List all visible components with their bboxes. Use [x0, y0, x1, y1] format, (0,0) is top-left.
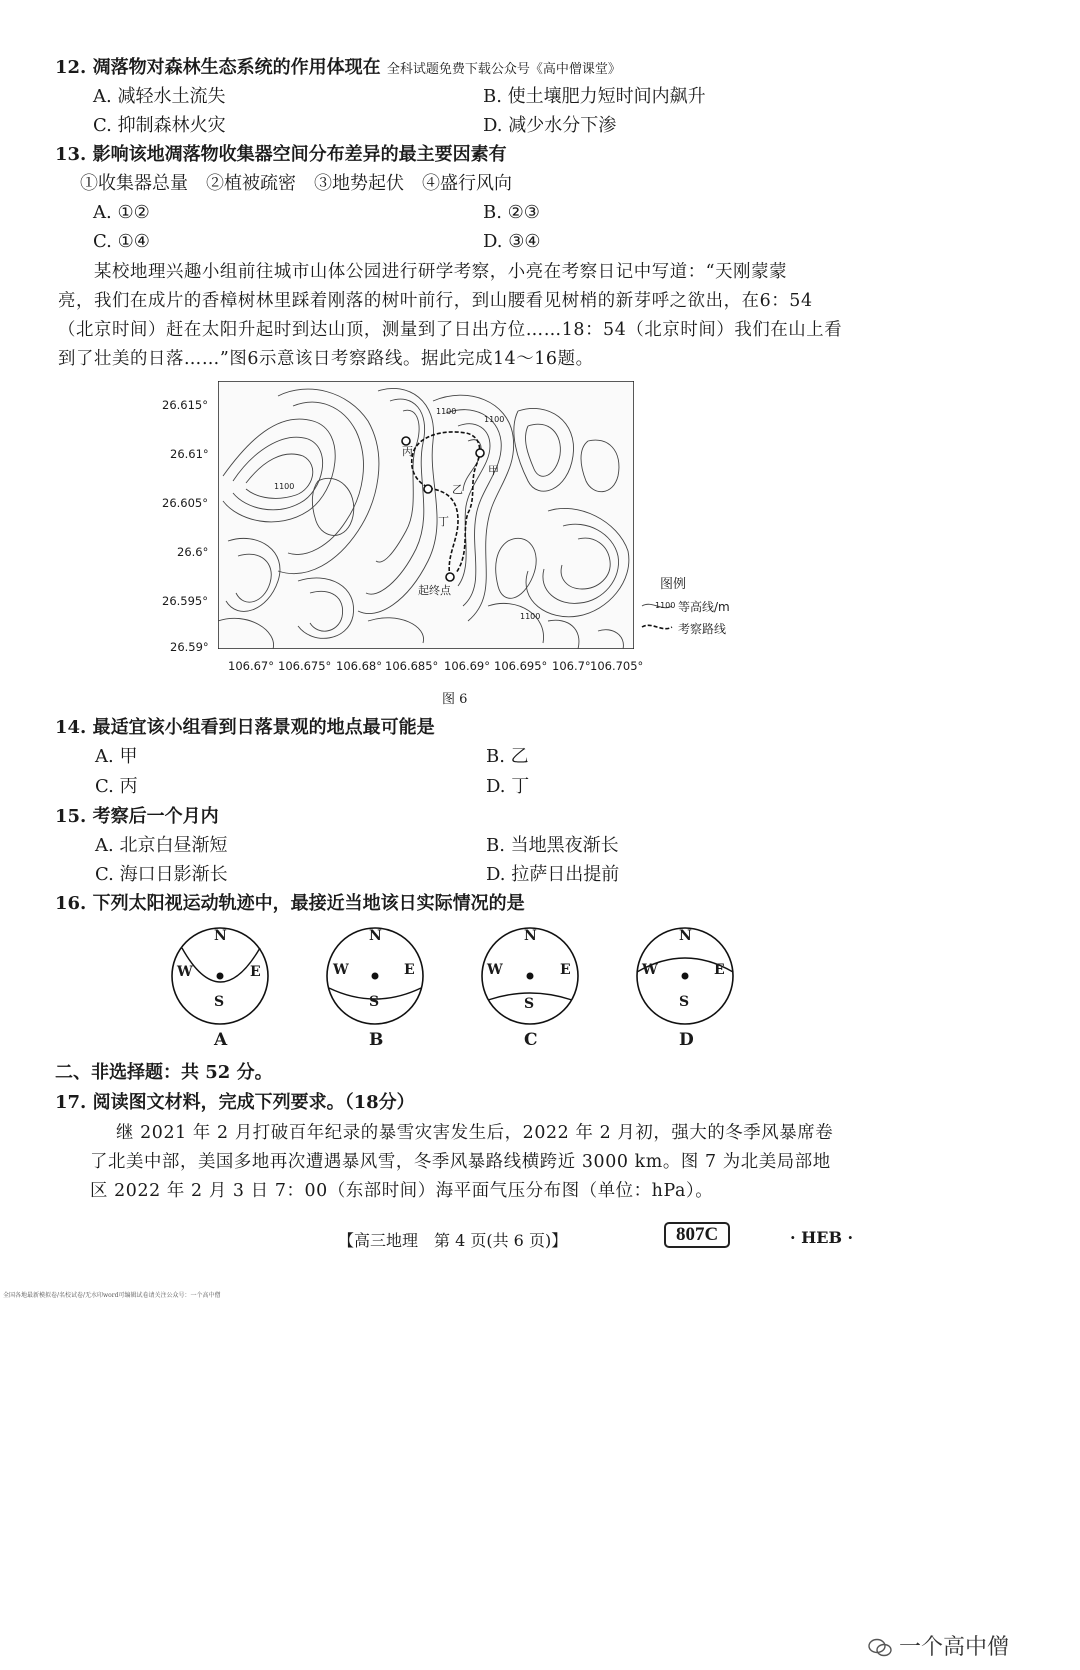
diagram-c-e: E [560, 962, 571, 978]
q15-option-b[interactable]: B. 当地黑夜渐长 [486, 835, 619, 856]
point-label-bing: 丙 [402, 445, 413, 458]
diagram-a-e: E [250, 964, 261, 980]
diagram-c-n: N [524, 928, 537, 944]
q17-passage [90, 1119, 850, 1206]
q13-option-c[interactable]: C. ①④ [93, 231, 150, 252]
x-tick: 106.69° [444, 659, 490, 673]
brand-watermark [868, 1630, 1009, 1661]
q17-passage-line: 了北美中部，美国多地再次遭遇暴风雪，冬季风暴路线横跨近 3000 km。图 7 为北美局部地 [90, 1152, 831, 1172]
q13-option-a[interactable]: A. ①② [93, 202, 150, 223]
y-tick: 26.595° [162, 594, 208, 608]
q12-option-c[interactable]: C. 抑制森林火灾 [93, 115, 226, 136]
passage-1 [58, 258, 848, 374]
x-tick: 106.68° [336, 659, 382, 673]
q15-option-c[interactable]: C. 海口日影渐长 [95, 864, 228, 885]
y-tick: 26.615° [162, 398, 208, 412]
footer-right: · HEB · [790, 1228, 854, 1247]
diagram-c-label: C [524, 1030, 538, 1050]
diagram-b-label: B [369, 1030, 384, 1050]
section-2-heading: 二、非选择题：共 52 分。 [55, 1062, 273, 1083]
q14-option-d[interactable]: D. 丁 [486, 776, 530, 797]
q17-stem: 17. 阅读图文材料，完成下列要求。（18分） [55, 1092, 415, 1113]
y-tick: 26.605° [162, 496, 208, 510]
x-tick: 106.7° [552, 659, 591, 673]
diagram-b-s: S [369, 994, 380, 1010]
point-label-yi: 乙 [452, 483, 463, 496]
passage-1-line: （北京时间）赶在太阳升起时到达山顶，测量到了日出方位……18：54（北京时间）我们在山上看 [58, 320, 843, 340]
q13-stem: 13. 影响该地凋落物收集器空间分布差异的最主要因素有 [55, 144, 507, 165]
y-tick: 26.59° [170, 640, 209, 654]
legend-title: 图例 [660, 577, 687, 592]
contour-value: 1100 [436, 407, 457, 416]
q12-stem [55, 56, 621, 82]
diagram-d-w: W [642, 962, 658, 978]
contour-map [218, 381, 634, 649]
q13-option-b[interactable]: B. ②③ [483, 202, 540, 223]
diagram-a-label: A [214, 1030, 228, 1050]
contour-value: 1100 [520, 612, 541, 621]
q13-items: ①收集器总量 ②植被疏密 ③地势起伏 ④盛行风向 [80, 173, 512, 194]
brand-name: 一个高中僧 [899, 1635, 1010, 1660]
footer-code: 807C [664, 1222, 730, 1248]
diagram-b-w: W [333, 962, 349, 978]
q12-note: 全科试题免费下载公众号《高中僧课堂》 [386, 62, 621, 77]
diagram-a-n: N [214, 928, 227, 944]
diagram-d-s: S [679, 994, 690, 1010]
diagram-a-w: W [177, 964, 193, 980]
x-tick: 106.705° [590, 659, 644, 673]
q12-stem-text: 12. 凋落物对森林生态系统的作用体现在 [55, 57, 381, 78]
diagram-d-label: D [679, 1030, 694, 1050]
q14-option-a[interactable]: A. 甲 [95, 746, 138, 767]
diagram-d-n: N [679, 928, 692, 944]
y-tick: 26.61° [170, 447, 209, 461]
q12-option-b[interactable]: B. 使土壤肥力短时间内飙升 [483, 86, 706, 107]
diagram-c-s: S [524, 996, 535, 1012]
x-tick: 106.685° [385, 659, 439, 673]
q17-passage-line: 区 2022 年 2 月 3 日 7：00（东部时间）海平面气压分布图（单位：hPa）。 [90, 1181, 714, 1201]
watermark-note: 全国各地最新模拟卷/名校试卷/无水印word可编辑试卷请关注公众号：一个高中僧 [3, 1292, 221, 1299]
q17-passage-line: 继 2021 年 2 月打破百年纪录的暴雪灾害发生后，2022 年 2 月初，强大的冬季风暴席卷 [116, 1123, 834, 1143]
q15-option-d[interactable]: D. 拉萨日出提前 [486, 864, 620, 885]
chat-icon [868, 1638, 892, 1658]
q16-stem: 16. 下列太阳视运动轨迹中，最接近当地该日实际情况的是 [55, 893, 525, 914]
legend-contour-value: 1100 [655, 601, 676, 610]
q12-option-a[interactable]: A. 减轻水土流失 [93, 86, 226, 107]
passage-1-line: 亮，我们在成片的香樟树林里踩着刚落的树叶前行，到山腰看见树梢的新芽呼之欲出，在6：54 [58, 291, 813, 311]
footer-page-info: 【高三地理 第 4 页(共 6 页)】 [338, 1231, 568, 1250]
contour-value: 1100 [484, 415, 505, 424]
q14-stem: 14. 最适宜该小组看到日落景观的地点最可能是 [55, 717, 435, 738]
q13-option-d[interactable]: D. ③④ [483, 231, 541, 252]
passage-1-line: 某校地理兴趣小组前往城市山体公园进行研学考察，小亮在考察日记中写道：“天刚蒙蒙 [94, 262, 788, 282]
q12-option-d[interactable]: D. 减少水分下渗 [483, 115, 617, 136]
x-tick: 106.67° [228, 659, 274, 673]
legend-route: 考察路线 [678, 622, 727, 636]
point-label-ding: 丁 [438, 515, 449, 528]
y-tick: 26.6° [177, 545, 209, 559]
contour-value: 1100 [274, 482, 295, 491]
q14-option-b[interactable]: B. 乙 [486, 746, 529, 767]
figure-caption: 图 6 [442, 692, 468, 707]
diagram-c-w: W [487, 962, 503, 978]
diagram-a-s: S [214, 994, 225, 1010]
diagram-b-e: E [404, 962, 415, 978]
legend-contour: 等高线/m [678, 600, 730, 614]
q15-stem: 15. 考察后一个月内 [55, 806, 219, 827]
point-label-start: 起终点 [418, 584, 451, 597]
point-label-jia: 甲 [488, 464, 499, 477]
passage-1-line: 到了壮美的日落……”图6示意该日考察路线。据此完成14～16题。 [58, 349, 594, 369]
x-tick: 106.695° [494, 659, 548, 673]
x-tick: 106.675° [278, 659, 332, 673]
q15-option-a[interactable]: A. 北京白昼渐短 [95, 835, 228, 856]
q14-option-c[interactable]: C. 丙 [95, 776, 138, 797]
diagram-d-e: E [714, 962, 725, 978]
diagram-b-n: N [369, 928, 382, 944]
